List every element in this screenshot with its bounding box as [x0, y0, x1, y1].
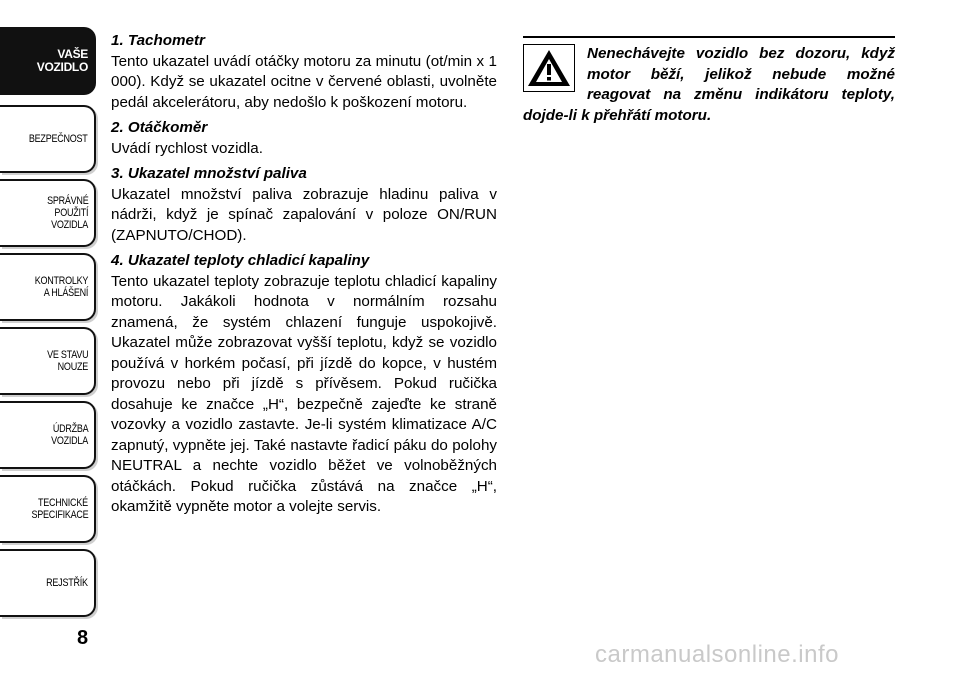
warning-text: Nenechávejte vozidlo bez dozoru, když motor běží, jelikož nebude možné reagovat na změnu indikátoru teploty, dojde-li k přehřátí motoru. — [523, 45, 895, 124]
tab-spravne-pouziti-vozidla[interactable] — [0, 179, 96, 247]
tab-label-line: VOZIDLO — [36, 60, 88, 74]
tab-udrzba-vozidla[interactable] — [0, 401, 96, 469]
section-heading: 2. Otáčkoměr — [111, 119, 208, 136]
tab-technicke-specifikace[interactable] — [0, 475, 96, 543]
watermark: carmanualsonline.info — [595, 641, 839, 668]
tab-label-line: TECHNICKÉ — [38, 497, 88, 509]
section-paragraph: Tento ukazatel teploty zobrazuje teplotu chladicí kapaliny motoru. Jakákoli hodnota v normálním rozsahu znamená, že systém chlazení funguje uspokojivě. Ukazatel může zobrazovat vyšší teplotu, když se vozidlo používá v horkém počasí, při jízdě do kopce, v hustém provozu nebo při jízdě s přívěsem. Pokud ručička dosahuje ke značce „H“, bezpečně zajeďte ke straně vozovky a vozidlo zastavte. Je-li systém klimatizace A/C zapnutý, vypněte jej. Také nastavte řadicí páku do polohy NEUTRAL a nechte vozidlo běžet ve volnoběžných otáčkách. Pokud ručička zůstává na značce „H“, okamžitě vypněte motor a volejte servis. — [111, 272, 497, 515]
tab-label-line: VAŠE — [57, 47, 88, 61]
section-paragraph: Tento ukazatel uvádí otáčky motoru za minutu (ot/min x 1 000). Když se ukazatel ocitne v červené oblasti, uvolněte pedál akcelerátoru, aby nedošlo k poškození motoru. — [111, 52, 497, 111]
page-number: 8 — [77, 627, 89, 649]
section-paragraph: Ukazatel množství paliva zobrazuje hladinu paliva v nádrži, když je spínač zapalování v poloze ON/RUN (ZAPNUTO/CHOD). — [111, 185, 497, 244]
warning-box — [523, 36, 895, 126]
tab-label-line: ÚDRŽBA — [52, 423, 88, 435]
tab-bezpecnost[interactable] — [0, 105, 96, 173]
tab-rejstrik[interactable] — [0, 549, 96, 617]
tab-label-line: VOZIDLA — [51, 435, 88, 447]
section-fuel-gauge — [111, 164, 497, 246]
warning-triangle-icon — [523, 44, 575, 92]
tab-ve-stavu-nouze[interactable] — [0, 327, 96, 395]
tab-kontrolky-a-hlaseni[interactable] — [0, 253, 96, 321]
section-coolant-temp-gauge — [111, 251, 497, 518]
tab-label-line: VOZIDLA — [51, 219, 88, 231]
section-otackomer — [111, 118, 497, 159]
section-paragraph: Uvádí rychlost vozidla. — [111, 139, 263, 157]
section-heading: 1. Tachometr — [111, 32, 205, 49]
main-text-column — [111, 31, 497, 523]
tab-label-line: POUŽITÍ — [54, 207, 88, 219]
tab-label-line: A HLÁŠENÍ — [43, 287, 88, 299]
tab-vase-vozidlo[interactable] — [0, 27, 96, 95]
tab-label-line: SPRÁVNÉ — [46, 195, 88, 207]
warning-divider — [523, 36, 895, 38]
tab-label-line: REJSTŘÍK — [46, 577, 88, 589]
section-heading: 4. Ukazatel teploty chladicí kapaliny — [111, 252, 370, 269]
section-heading: 3. Ukazatel množství paliva — [111, 165, 307, 182]
tab-label-line: KONTROLKY — [34, 275, 88, 287]
section-tachometr — [111, 31, 497, 113]
tab-label-line: SPECIFIKACE — [31, 509, 88, 521]
tab-label-line: NOUZE — [57, 361, 88, 373]
tab-label-line: VE STAVU — [46, 349, 88, 361]
tab-label-line: BEZPEČNOST — [29, 133, 88, 145]
